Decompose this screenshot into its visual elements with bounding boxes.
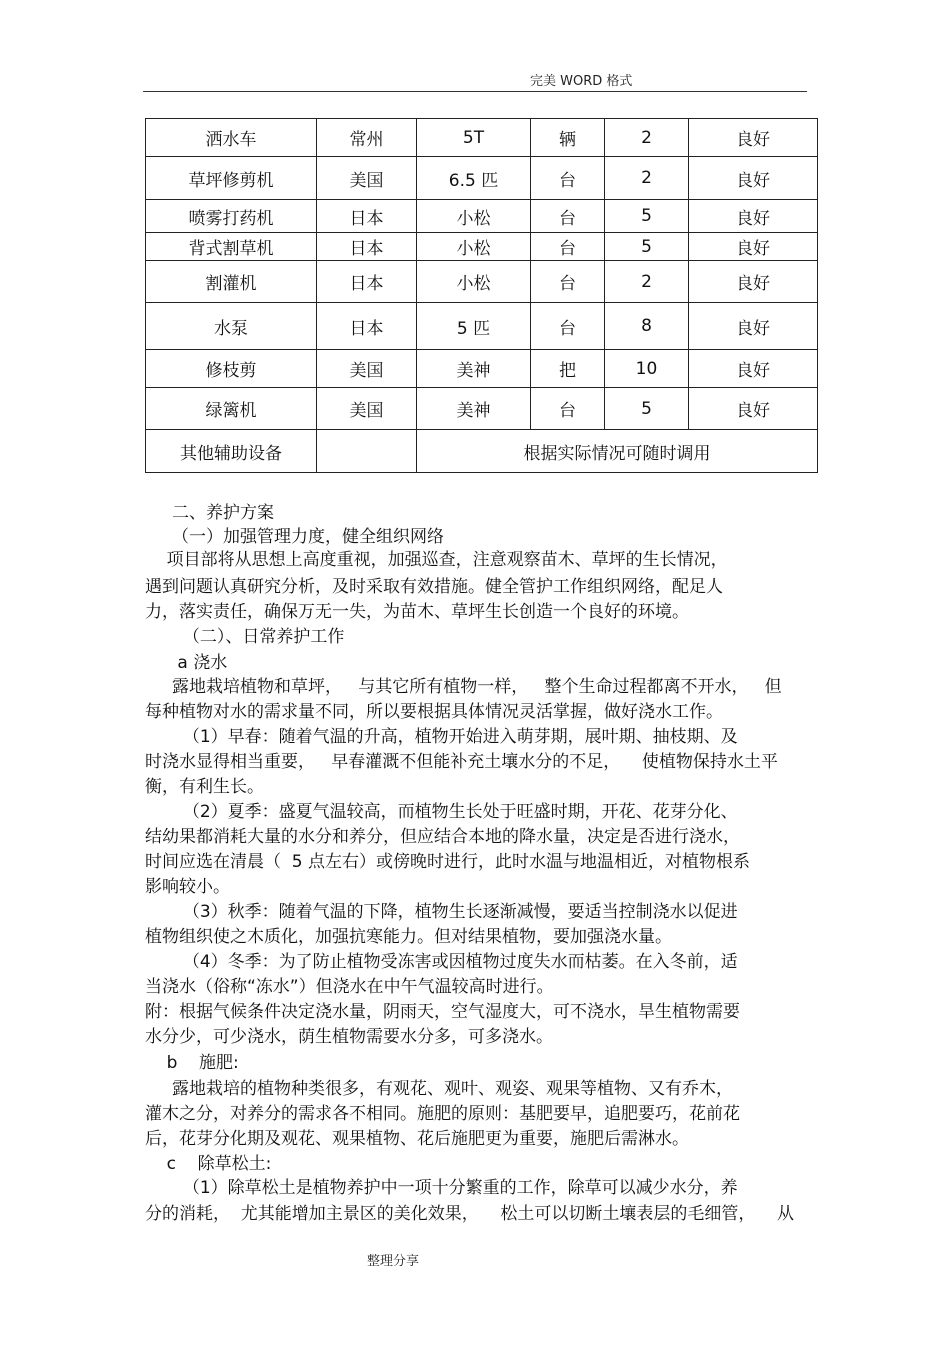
origin-cell: 日本 — [317, 200, 417, 233]
unit-cell: 台 — [531, 233, 605, 261]
condition-cell: 良好 — [689, 200, 818, 233]
unit-cell: 台 — [531, 303, 605, 350]
equipment-name-cell: 洒水车 — [146, 119, 317, 157]
paragraph-line: 力，落实责任，确保万无一失，为苗木、草坪生长创造一个良好的环境。 — [145, 602, 689, 622]
paragraph-line: 衡，有利生长。 — [145, 777, 264, 797]
origin-cell — [317, 430, 417, 473]
paragraph-line: 分的消耗， 尤其能增加主景区的美化效果， 松土可以切断土壤表层的毛细管， 从 — [145, 1204, 795, 1224]
equipment-name-cell: 草坪修剪机 — [146, 157, 317, 200]
condition-cell: 良好 — [689, 157, 818, 200]
table-row — [146, 119, 818, 157]
table-row — [146, 200, 818, 233]
equipment-name-cell: 绿篱机 — [146, 388, 317, 430]
origin-cell: 日本 — [317, 233, 417, 261]
paragraph-line: b 施肥: — [145, 1053, 239, 1073]
condition-cell: 良好 — [689, 233, 818, 261]
paragraph-line: （2）夏季：盛夏气温较高，而植物生长处于旺盛时期，开花、花芽分化、 — [145, 802, 738, 822]
unit-cell: 台 — [531, 157, 605, 200]
model-cell: 小松 — [417, 200, 531, 233]
quantity-cell: 2 — [605, 261, 689, 303]
equipment-name-cell: 水泵 — [146, 303, 317, 350]
equipment-name-cell: 其他辅助设备 — [146, 430, 317, 473]
equipment-name-cell: 修枝剪 — [146, 350, 317, 388]
paragraph-line: 遇到问题认真研究分析，及时采取有效措施。健全管护工作组织网络，配足人 — [145, 577, 723, 597]
equipment-name-cell: 割灌机 — [146, 261, 317, 303]
equipment-table-body — [146, 119, 818, 473]
paragraph-line: （一）加强管理力度，健全组织网络 — [145, 527, 445, 547]
paragraph-line: c 除草松土: — [145, 1154, 272, 1174]
paragraph-line: （二）、日常养护工作 — [145, 627, 345, 647]
unit-cell: 台 — [531, 200, 605, 233]
quantity-cell: 5 — [605, 200, 689, 233]
condition-cell: 良好 — [689, 350, 818, 388]
paragraph-line: 植物组织使之木质化，加强抗寒能力。但对结果植物，要加强浇水量。 — [145, 927, 672, 947]
paragraph-line: a 浇水 — [145, 653, 228, 673]
paragraph-line: 时浇水显得相当重要， 早春灌溉不但能补充土壤水分的不足， 使植物保持水土平 — [145, 752, 778, 772]
paragraph-line: （1）早春：随着气温的升高，植物开始进入萌芽期，展叶期、抽枝期、及 — [145, 727, 738, 747]
origin-cell: 美国 — [317, 388, 417, 430]
paragraph-line: （4）冬季：为了防止植物受冻害或因植物过度失水而枯萎。在入冬前，适 — [145, 952, 738, 972]
model-cell: 5 匹 — [417, 303, 531, 350]
quantity-cell: 5 — [605, 233, 689, 261]
table-row — [146, 157, 818, 200]
model-cell: 6.5 匹 — [417, 157, 531, 200]
model-cell: 美神 — [417, 350, 531, 388]
paragraph-line: 结幼果都消耗大量的水分和养分，但应结合本地的降水量，决定是否进行浇水， — [145, 827, 740, 847]
paragraph-line: 当浇水（俗称“冻水”）但浇水在中午气温较高时进行。 — [145, 977, 554, 997]
condition-cell: 良好 — [689, 388, 818, 430]
paragraph-line: 影响较小。 — [145, 877, 230, 897]
paragraph-line: 附：根据气候条件决定浇水量，阴雨天，空气湿度大，可不浇水，旱生植物需要 — [145, 1002, 740, 1022]
condition-cell: 良好 — [689, 261, 818, 303]
unit-cell: 台 — [531, 261, 605, 303]
quantity-cell: 2 — [605, 157, 689, 200]
header-divider — [143, 91, 807, 92]
model-cell: 小松 — [417, 261, 531, 303]
page-footer-text: 整理分享 — [367, 1254, 420, 1269]
paragraph-line: 露地栽培植物和草坪， 与其它所有植物一样， 整个生命过程都离不开水， 但 — [145, 677, 782, 697]
paragraph-line: 水分少，可少浇水，荫生植物需要水分多，可多浇水。 — [145, 1027, 553, 1047]
origin-cell: 美国 — [317, 350, 417, 388]
quantity-cell: 10 — [605, 350, 689, 388]
paragraph-line: 每种植物对水的需求量不同，所以要根据具体情况灵活掌握，做好浇水工作。 — [145, 702, 723, 722]
quantity-cell: 8 — [605, 303, 689, 350]
origin-cell: 日本 — [317, 261, 417, 303]
origin-cell: 美国 — [317, 157, 417, 200]
table-row — [146, 388, 818, 430]
origin-cell: 常州 — [317, 119, 417, 157]
model-cell: 5T — [417, 119, 531, 157]
paragraph-line: （1）除草松土是植物养护中一项十分繁重的工作，除草可以减少水分，养 — [145, 1178, 738, 1198]
note-cell: 根据实际情况可随时调用 — [417, 430, 818, 473]
unit-cell: 辆 — [531, 119, 605, 157]
paragraph-line: 时间应选在清晨（ 5 点左右）或傍晚时进行，此时水温与地温相近，对植物根系 — [145, 852, 751, 872]
condition-cell: 良好 — [689, 303, 818, 350]
equipment-table — [145, 118, 818, 473]
table-row — [146, 233, 818, 261]
paragraph-line: 项目部将从思想上高度重视，加强巡查，注意观察苗木、草坪的生长情况， — [145, 550, 728, 570]
equipment-name-cell: 背式割草机 — [146, 233, 317, 261]
model-cell: 小松 — [417, 233, 531, 261]
table-row — [146, 350, 818, 388]
quantity-cell: 2 — [605, 119, 689, 157]
paragraph-line: 灌木之分，对养分的需求各不相同。施肥的原则：基肥要早，追肥要巧，花前花 — [145, 1104, 740, 1124]
quantity-cell: 5 — [605, 388, 689, 430]
paragraph-line: 露地栽培的植物种类很多，有观花、观叶、观姿、观果等植物、又有乔木， — [145, 1079, 734, 1099]
condition-cell: 良好 — [689, 119, 818, 157]
paragraph-line: 后，花芽分化期及观花、观果植物、花后施肥更为重要，施肥后需淋水。 — [145, 1129, 689, 1149]
unit-cell: 台 — [531, 388, 605, 430]
paragraph-line: （3）秋季：随着气温的下降，植物生长逐渐减慢，要适当控制浇水以促进 — [145, 902, 738, 922]
table-row — [146, 430, 818, 473]
table-row — [146, 303, 818, 350]
page-header-text: 完美 WORD 格式 — [530, 74, 633, 89]
model-cell: 美神 — [417, 388, 531, 430]
origin-cell: 日本 — [317, 303, 417, 350]
table-row — [146, 261, 818, 303]
unit-cell: 把 — [531, 350, 605, 388]
equipment-name-cell: 喷雾打药机 — [146, 200, 317, 233]
paragraph-line: 二、养护方案 — [145, 503, 275, 523]
